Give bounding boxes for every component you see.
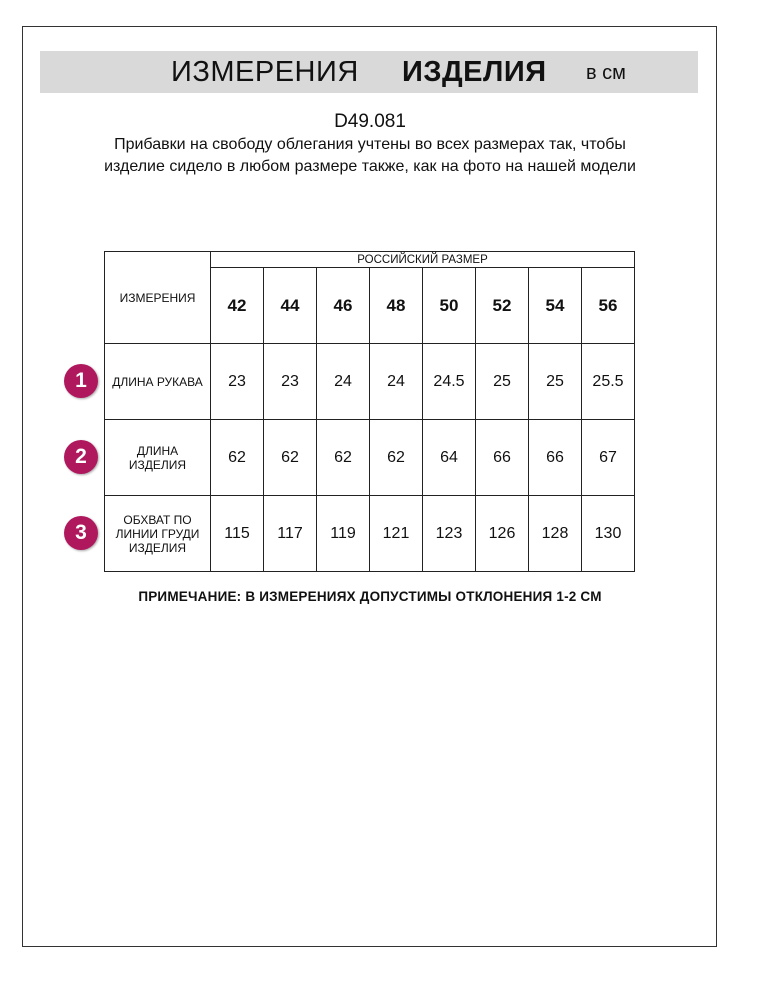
row-number-badge-1: 1	[64, 364, 98, 398]
table-row-garment-length	[105, 420, 635, 496]
table-cell: 23	[211, 344, 264, 420]
table-cell: 128	[529, 496, 582, 572]
table-cell: 25	[476, 344, 529, 420]
table-cell: 64	[423, 420, 476, 496]
size-header-48: 48	[370, 268, 423, 344]
size-header-44: 44	[264, 268, 317, 344]
table-cell: 62	[317, 420, 370, 496]
row-label-sleeve-length: ДЛИНА РУКАВА	[105, 344, 211, 420]
size-header-52: 52	[476, 268, 529, 344]
table-cell: 24.5	[423, 344, 476, 420]
fit-description: Прибавки на свободу облегания учтены во всех размерах так, чтобы изделие сидело в любом размере также, как на фото на нашей модели	[104, 136, 636, 175]
table-cell: 130	[582, 496, 635, 572]
size-header-50: 50	[423, 268, 476, 344]
row-label-garment-length: ДЛИНА ИЗДЕЛИЯ	[105, 420, 211, 496]
table-cell: 24	[317, 344, 370, 420]
tolerance-note: ПРИМЕЧАНИЕ: В ИЗМЕРЕНИЯХ ДОПУСТИМЫ ОТКЛОНЕНИЯ 1-2 СМ	[138, 589, 602, 604]
table-cell: 23	[264, 344, 317, 420]
header-title-garment: ИЗДЕЛИЯ	[402, 56, 547, 88]
size-chart-table	[104, 251, 635, 572]
table-cell: 24	[370, 344, 423, 420]
size-group-header: РОССИЙСКИЙ РАЗМЕР	[211, 252, 635, 268]
table-cell: 117	[264, 496, 317, 572]
size-header-56: 56	[582, 268, 635, 344]
table-cell: 66	[476, 420, 529, 496]
table-row-chest-girth	[105, 496, 635, 572]
table-row-sleeve-length	[105, 344, 635, 420]
table-cell: 67	[582, 420, 635, 496]
size-header-46: 46	[317, 268, 370, 344]
table-cell: 25.5	[582, 344, 635, 420]
table-cell: 126	[476, 496, 529, 572]
table-cell: 123	[423, 496, 476, 572]
table-cell: 121	[370, 496, 423, 572]
size-header-54: 54	[529, 268, 582, 344]
table-cell: 62	[370, 420, 423, 496]
table-cell: 66	[529, 420, 582, 496]
product-code: D49.081	[334, 111, 406, 132]
table-cell: 25	[529, 344, 582, 420]
table-cell: 62	[211, 420, 264, 496]
table-cell: 115	[211, 496, 264, 572]
size-header-42: 42	[211, 268, 264, 344]
row-label-chest-girth: ОБХВАТ ПО ЛИНИИ ГРУДИ ИЗДЕЛИЯ	[105, 496, 211, 572]
row-number-badge-2: 2	[64, 440, 98, 474]
row-number-badge-3: 3	[64, 516, 98, 550]
header-unit: в см	[586, 62, 626, 84]
header-title-measurements: ИЗМЕРЕНИЯ	[171, 56, 359, 88]
corner-label: ИЗМЕРЕНИЯ	[105, 252, 211, 344]
table-cell: 62	[264, 420, 317, 496]
table-cell: 119	[317, 496, 370, 572]
